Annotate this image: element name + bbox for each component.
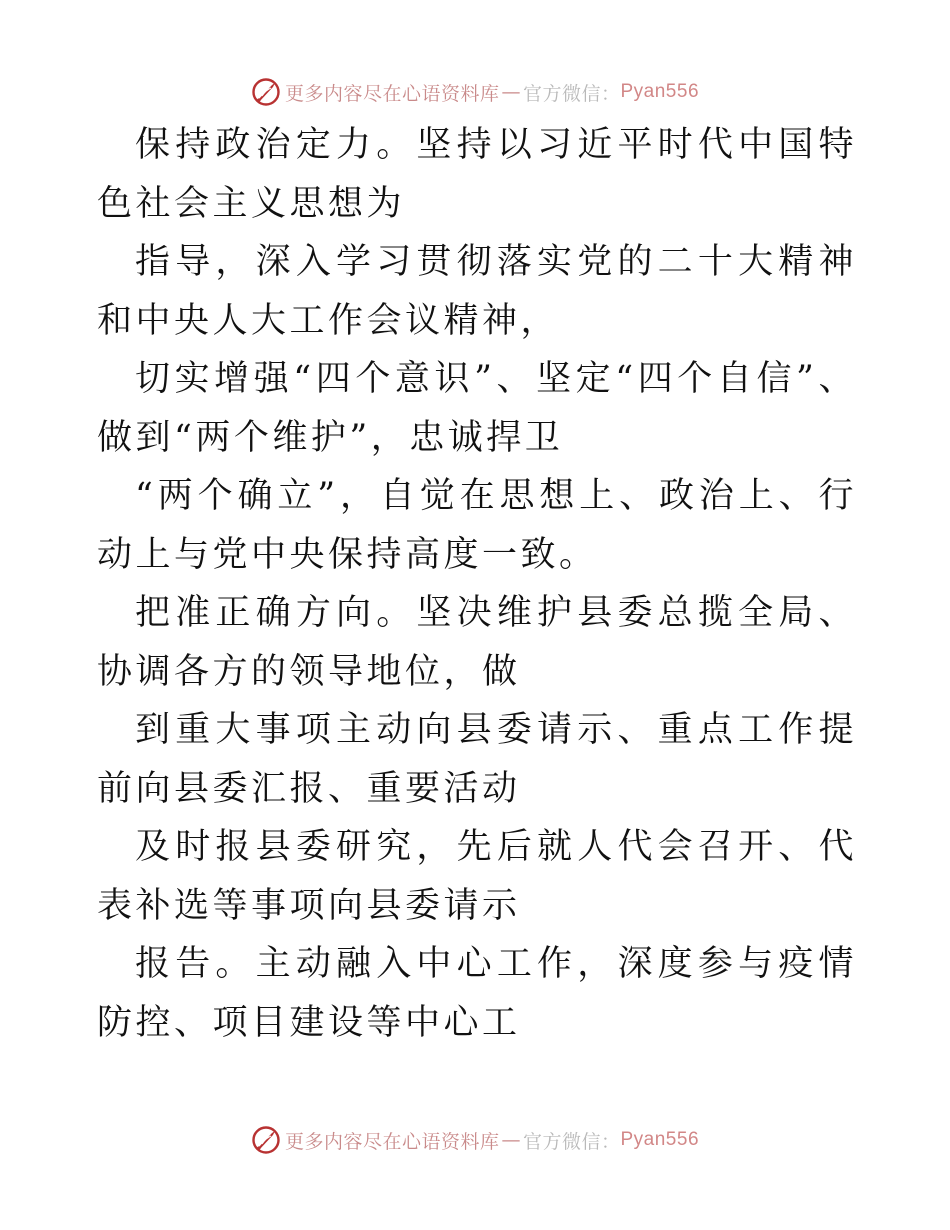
footer-banner	[0, 1120, 950, 1160]
paragraph: 保持政治定力。坚持以习近平时代中国特色社会主义思想为	[97, 125, 857, 224]
banner-text: 更多内容尽在心语资料库	[284, 1130, 500, 1153]
banner-text: 更多内容尽在心语资料库	[284, 82, 500, 105]
banner-dash: —	[501, 81, 521, 103]
paragraph: 及时报县委研究，先后就人代会召开、代表补选等事项向县委请示	[97, 827, 857, 926]
header-banner	[0, 72, 950, 112]
paragraph: 到重大事项主动向县委请示、重点工作提前向县委汇报、重要活动	[97, 710, 857, 809]
paragraph: “两个确立”，自觉在思想上、政治上、行动上与党中央保持高度一致。	[97, 476, 857, 575]
banner-wechat-account: Pyan556	[620, 1129, 700, 1150]
quill-pen-circle-icon	[251, 77, 281, 107]
banner-dash: —	[501, 1129, 521, 1151]
banner-wechat-account: Pyan556	[620, 81, 700, 102]
banner-wechat-label: 官方微信：	[522, 82, 621, 105]
paragraph: 把准正确方向。坚决维护县委总揽全局、协调各方的领导地位，做	[97, 593, 857, 692]
paragraph: 切实增强“四个意识”、坚定“四个自信”、做到“两个维护”，忠诚捍卫	[97, 359, 857, 458]
quill-pen-circle-icon	[251, 1125, 281, 1155]
document-body	[97, 116, 857, 1052]
banner-wechat-label: 官方微信：	[522, 1130, 621, 1153]
paragraph: 报告。主动融入中心工作，深度参与疫情防控、项目建设等中心工	[97, 944, 857, 1043]
paragraph: 指导，深入学习贯彻落实党的二十大精神和中央人大工作会议精神，	[97, 242, 857, 341]
